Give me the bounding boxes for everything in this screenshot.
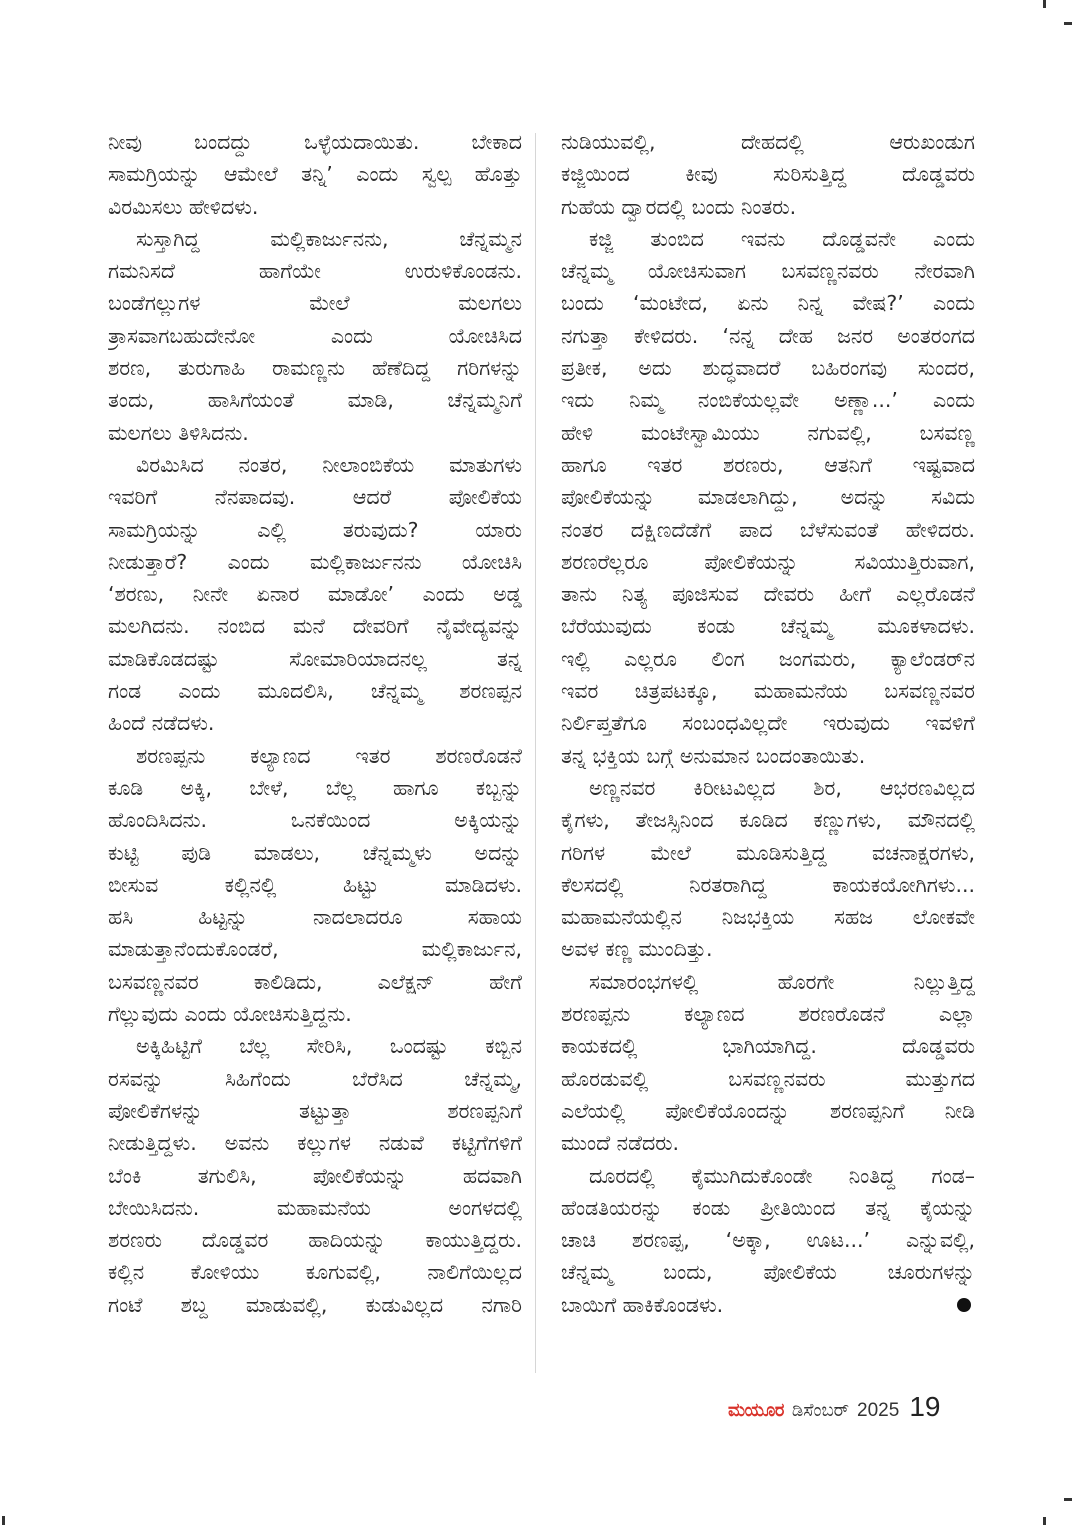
text-line-content: ಸಮಾರಂಭಗಳಲ್ಲಿ ಹೊರಗೇ ನಿಲ್ಲುತ್ತಿದ್ದ [589,969,975,994]
text-line [561,384,975,416]
crop-mark-bottom-left-vertical [2,1516,5,1525]
text-line-content: ತನ್ನ ಭಕ್ತಿಯ ಬಗ್ಗೆ ಅನುಮಾನ ಬಂದಂತಾಯಿತು. [561,743,866,768]
text-line [561,740,975,772]
text-line-content: ಮಹಾಮನೆಯಲ್ಲಿನ ನಿಜಭಕ್ತಿಯ ಸಹಜ ಲೋಕವೇ [561,905,975,930]
text-line-content: ಅಕ್ಕಿಹಿಟ್ಟಿಗೆ ಬೆಲ್ಲ ಸೇರಿಸಿ, ಒಂದಷ್ಟು ಕಬ್ಬಿನ [136,1034,522,1059]
text-line-content: ಕಜ್ಜಿಯಿಂದ ಕೀವು ಸುರಿಸುತ್ತಿದ್ದ ದೊಡ್ಡವರು [561,162,975,187]
text-line [108,546,522,578]
text-line [561,610,975,642]
text-line [108,643,522,675]
text-line [108,449,522,481]
left-column [108,126,522,1321]
text-line-content: ಹೊಂದಿಸಿದನು. ಒನಕೆಯಿಂದ ಅಕ್ಕಿಯನ್ನು [108,808,522,833]
text-line [561,287,975,319]
text-line [108,933,522,965]
end-of-article-bullet-icon [957,1298,971,1312]
text-line-content: ಮಾಡಿಕೊಡದಷ್ಟು ಸೋಮಾರಿಯಾದನಲ್ಲ ತನ್ನ [108,646,522,671]
text-line-content: ಸಾಮಗ್ರಿಯನ್ನು ಎಲ್ಲಿ ತರುವುದು? ಯಾರು [108,517,522,542]
text-line [108,1095,522,1127]
text-line [108,481,522,513]
text-line [108,998,522,1030]
text-line [108,352,522,384]
page-number: 19 [909,1391,941,1422]
text-line [561,514,975,546]
text-line-content: ಹಾಗೂ ಇತರ ಶರಣರು, ಆತನಿಗೆ ಇಷ್ಟವಾದ [561,452,975,477]
text-line-content: ಬೆಂಕಿ ತಗುಲಿಸಿ, ಪೋಲಿಕೆಯನ್ನು ಹದವಾಗಿ [108,1163,522,1188]
crop-mark-top-right-vertical [1043,0,1046,8]
text-line-content: ಪೋಲಿಕೆಯನ್ನು ಮಾಡಲಾಗಿದ್ದು, ಅದನ್ನು ಸವಿದು [561,485,975,510]
text-line-content: ಶರಣಪ್ಪನು ಕಲ್ಯಾಣದ ಇತರ ಶರಣರೊಡನೆ [136,743,522,768]
text-line-content: ಗಮನಿಸದೆ ಹಾಗೆಯೇ ಉರುಳಿಕೊಂಡನು. [108,259,522,284]
text-line [561,643,975,675]
text-line [561,966,975,998]
text-line [561,546,975,578]
crop-mark-bottom-right-vertical [1043,1517,1046,1525]
text-line [561,1224,975,1256]
text-line-content: ಬಂದು ‘ಮಂಟೇದ, ಏನು ನಿನ್ನ ವೇಷ?’ ಎಂದು [561,291,975,316]
text-line [108,320,522,352]
crop-mark-top-right-horizontal [1064,22,1072,25]
text-line-content: ಗರಿಗಳ ಮೇಲೆ ಮೂಡಿಸುತ್ತಿದ್ದ ವಚನಾಕ್ಷರಗಳು, [561,840,975,865]
text-line [108,1192,522,1224]
page-footer [728,1391,940,1427]
text-line-content: ಬೇಯಿಸಿದನು. ಮಹಾಮನೆಯ ಅಂಗಳದಲ್ಲಿ [108,1195,522,1220]
text-line-content: ವಿರಮಿಸಿದ ನಂತರ, ನೀಲಾಂಬಿಕೆಯ ಮಾತುಗಳು [136,452,522,477]
article-page [108,126,975,1386]
text-line-content: ಮುಂದೆ ನಡೆದರು. [561,1131,680,1156]
text-line [108,287,522,319]
text-line-content: ರಸವನ್ನು ಸಿಹಿಗೆಂದು ಬೆರೆಸಿದ ಚೆನ್ನಮ್ಮ, [108,1066,522,1091]
text-line [561,933,975,965]
text-line-content: ಕುಟ್ಟಿ ಪುಡಿ ಮಾಡಲು, ಚೆನ್ನಮ್ಮಳು ಅದನ್ನು [108,840,522,865]
text-line [561,1095,975,1127]
text-line-content: ಕಲ್ಲಿನ ಕೋಳಿಯು ಕೂಗುವಲ್ಲಿ, ನಾಲಿಗೆಯಿಲ್ಲದ [108,1260,522,1285]
text-line [561,772,975,804]
column-divider [535,133,536,1373]
text-line-content: ಬಂಡೆಗಲ್ಲುಗಳ ಮೇಲೆ ಮಲಗಲು [108,291,522,316]
text-line-content: ಸುಸ್ತಾಗಿದ್ದ ಮಲ್ಲಿಕಾರ್ಜುನನು, ಚೆನ್ನಮ್ಮನ [136,226,522,251]
text-line [108,1160,522,1192]
text-line [108,514,522,546]
text-line-content: ತಂದು, ಹಾಸಿಗೆಯಂತೆ ಮಾಡಿ, ಚೆನ್ನಮ್ಮನಿಗೆ [108,388,522,413]
text-line [561,901,975,933]
magazine-logo: ಮಯೂರ [728,1400,784,1421]
text-line-content: ಹಿಂದೆ ನಡೆದಳು. [108,711,215,736]
text-line-content: ನೀವು ಬಂದದ್ದು ಒಳ್ಳೆಯದಾಯಿತು. ಬೇಕಾದ [108,130,522,154]
text-line-content: ತ್ರಾಸವಾಗಬಹುದೇನೋ ಎಂದು ಯೋಚಿಸಿದ [108,323,522,348]
text-line-content: ಚೆನ್ನಮ್ಮ ಬಂದು, ಪೋಲಿಕೆಯ ಚೂರುಗಳನ್ನು [561,1260,975,1285]
text-line [108,191,522,223]
text-line [108,578,522,610]
text-line [561,158,975,190]
text-line [108,1063,522,1095]
text-line-content: ಕೂಡಿ ಅಕ್ಕಿ, ಬೇಳೆ, ಬೆಲ್ಲ ಹಾಗೂ ಕಬ್ಬನ್ನು [108,775,522,800]
text-line-content: ಕಾಯಕದಲ್ಲಿ ಭಾಗಿಯಾಗಿದ್ದ. ದೊಡ್ಡವರು [561,1034,975,1059]
text-line [561,1256,975,1288]
text-line-content: ಬಸವಣ್ಣನವರ ಕಾಲಿಡಿದು, ಎಲೆಕ್ಷನ್ ಹೇಗೆ [108,969,522,994]
text-line-content: ಗಂಡ ಎಂದು ಮೂದಲಿಸಿ, ಚೆನ್ನಮ್ಮ ಶರಣಪ್ಪನ [108,679,522,704]
text-line [561,223,975,255]
text-line-content: ದೂರದಲ್ಲಿ ಕೈಮುಗಿದುಕೊಂಡೇ ನಿಂತಿದ್ದ ಗಂಡ– [589,1163,975,1188]
text-line [108,1289,522,1321]
text-line [561,352,975,384]
text-line [561,675,975,707]
text-line-content: ನಿರ್ಲಿಪ್ತತೆಗೂ ಸಂಬಂಧವಿಲ್ಲದೇ ಇರುವುದು ಇವಳಿಗೆ [561,711,975,736]
text-line-content: ಶರಣರು ದೊಡ್ಡವರ ಹಾದಿಯನ್ನು ಕಾಯುತ್ತಿದ್ದರು. [108,1228,522,1253]
text-line-content: ಶರಣರೆಲ್ಲರೂ ಪೋಲಿಕೆಯನ್ನು ಸವಿಯುತ್ತಿರುವಾಗ, [561,549,975,574]
text-line [561,126,975,158]
text-line [108,223,522,255]
text-line-content: ನಂತರ ದಕ್ಷಿಣದೆಡೆಗೆ ಪಾದ ಬೆಳೆಸುವಂತೆ ಹೇಳಿದರು. [561,517,975,542]
text-line [561,578,975,610]
text-line-content: ಹೇಳಿ ಮಂಟೇಸ್ವಾಮಿಯು ನಗುವಲ್ಲಿ, ಬಸವಣ್ಣ [561,420,975,445]
text-line [108,1256,522,1288]
text-line [108,610,522,642]
text-line [561,191,975,223]
text-line [108,740,522,772]
text-line-content: ‘ಶರಣು, ನೀನೇ ಏನಾರ ಮಾಡೋ’ ಎಂದು ಅಡ್ಡ [108,582,522,607]
text-line-content: ಇವರ ಚಿತ್ರಪಟಕ್ಕೂ, ಮಹಾಮನೆಯ ಬಸವಣ್ಣನವರ [561,679,975,704]
text-line [561,255,975,287]
text-line [561,449,975,481]
text-line-content: ಬಾಯಿಗೆ ಹಾಕಿಕೊಂಡಳು. [561,1292,724,1317]
text-line-content: ಎಲೆಯಲ್ಲಿ ಪೋಲಿಕೆಯೊಂದನ್ನು ಶರಣಪ್ಪನಿಗೆ ನೀಡಿ [561,1098,975,1123]
text-line-content: ಬೀಸುವ ಕಲ್ಲಿನಲ್ಲಿ ಹಿಟ್ಟು ಮಾಡಿದಳು. [108,872,522,897]
text-line [108,417,522,449]
text-line-content: ಹೊರಡುವಲ್ಲಿ ಬಸವಣ್ಣನವರು ಮುತ್ತುಗದ [561,1066,975,1091]
text-line [108,675,522,707]
text-line [561,707,975,739]
text-line-content: ಗುಹೆಯ ದ್ವಾರದಲ್ಲಿ ಬಂದು ನಿಂತರು. [561,194,797,219]
text-line [108,1030,522,1062]
text-line-content: ಪೋಲಿಕೆಗಳನ್ನು ತಟ್ಟುತ್ತಾ ಶರಣಪ್ಪನಿಗೆ [108,1098,522,1123]
text-line [561,1030,975,1062]
text-line-content: ಕಜ್ಜಿ ತುಂಬಿದ ಇವನು ದೊಡ್ಡವನೇ ಎಂದು [589,226,975,251]
text-line-content: ನಗುತ್ತಾ ಕೇಳಿದರು. ‘ನನ್ನ ದೇಹ ಜನರ ಅಂತರಂಗದ [561,323,975,348]
text-line-content: ವಿರಮಿಸಲು ಹೇಳಿದಳು. [108,194,259,219]
text-line-content: ಗಂಟೆ ಶಬ್ದ ಮಾಡುವಲ್ಲಿ, ಕುಡುವಿಲ್ಲದ ನಗಾರಿ [108,1292,522,1317]
right-column [561,126,975,1321]
issue-year: 2025 [857,1400,900,1421]
text-line-content: ಶರಣಪ್ಪನು ಕಲ್ಯಾಣದ ಶರಣರೊಡನೆ ಎಲ್ಲಾ [561,1002,975,1027]
text-line [561,837,975,869]
text-line-content: ನುಡಿಯುವಲ್ಲಿ, ದೇಹದಲ್ಲಿ ಆರುಖಂಡುಗ [561,130,975,154]
text-line [561,417,975,449]
text-line-content: ಕೈಗಳು, ತೇಜಸ್ಸಿನಿಂದ ಕೂಡಿದ ಕಣ್ಣುಗಳು, ಮೌನದಲ್ಲಿ [561,808,975,833]
text-line-content: ಅಣ್ಣನವರ ಕಿರೀಟವಿಲ್ಲದ ಶಿರ, ಆಭರಣವಿಲ್ಲದ [589,775,975,800]
text-line [108,966,522,998]
text-line [108,126,522,158]
text-line-content: ಪ್ರತೀಕ, ಅದು ಶುದ್ಧವಾದರೆ ಬಹಿರಂಗವು ಸುಂದರ, [561,356,975,381]
text-line [108,837,522,869]
text-line [561,481,975,513]
text-line-content: ನೀಡುತ್ತಾರೆ? ಎಂದು ಮಲ್ಲಿಕಾರ್ಜುನನು ಯೋಚಿಸಿ [108,549,522,574]
text-line-content: ಗೆಲ್ಲುವುದು ಎಂದು ಯೋಚಿಸುತ್ತಿದ್ದನು. [108,1002,352,1027]
text-line-content: ಮಲಗಲು ತಿಳಿಸಿದನು. [108,420,249,445]
text-line-content: ಚಾಚಿ ಶರಣಪ್ಪ, ‘ಅಕ್ಕಾ, ಊಟ...’ ಎನ್ನುವಲ್ಲಿ, [561,1228,975,1253]
text-line [108,1127,522,1159]
text-line [561,1063,975,1095]
text-line [108,772,522,804]
text-line-content: ಅವಳ ಕಣ್ಣ ಮುಂದಿತ್ತು. [561,937,713,962]
text-line-content: ಮಲಗಿದನು. ನಂಬಿದ ಮನೆ ದೇವರಿಗೆ ನೈವೇದ್ಯವನ್ನು [108,614,522,639]
text-line [561,1160,975,1192]
text-line [561,998,975,1030]
text-line-content: ಚೆನ್ನಮ್ಮ ಯೋಚಿಸುವಾಗ ಬಸವಣ್ಣನವರು ನೇರವಾಗಿ [561,259,975,284]
text-line [108,707,522,739]
text-line-content: ಸಾಮಗ್ರಿಯನ್ನು ಆಮೇಲೆ ತನ್ನಿ’ ಎಂದು ಸ್ವಲ್ಪ ಹೊತ್ತು [108,162,522,187]
text-line-content: ಹೆಂಡತಿಯರನ್ನು ಕಂಡು ಪ್ರೀತಿಯಿಂದ ತನ್ನ ಕೈಯನ್ನು [561,1195,975,1220]
text-line-content: ಕೆಲಸದಲ್ಲಿ ನಿರತರಾಗಿದ್ದ ಕಾಯಕಯೋಗಿಗಳು... [561,872,975,897]
text-line [108,901,522,933]
text-line [108,158,522,190]
text-line [108,255,522,287]
text-line [561,1192,975,1224]
text-line [108,1224,522,1256]
text-line-content: ಹಸಿ ಹಿಟ್ಟನ್ನು ನಾದಲಾದರೂ ಸಹಾಯ [108,905,522,930]
text-line [561,320,975,352]
text-line-content: ಶರಣ, ತುರುಗಾಹಿ ರಾಮಣ್ಣನು ಹೆಣೆದಿದ್ದ ಗರಿಗಳನ್ನು [108,356,522,381]
text-line [108,869,522,901]
crop-mark-bottom-right-horizontal [1064,1498,1072,1501]
text-line-content: ನೀಡುತ್ತಿದ್ದಳು. ಅವನು ಕಲ್ಲುಗಳ ನಡುವೆ ಕಟ್ಟಿಗೆಗಳಿಗೆ [108,1131,522,1156]
text-line-content: ಇಲ್ಲಿ ಎಲ್ಲರೂ ಲಿಂಗ ಜಂಗಮರು, ಕ್ಯಾಲೆಂಡರ್‌ನ [561,646,975,671]
text-line [561,1127,975,1159]
text-line-content: ಇದು ನಿಮ್ಮ ನಂಬಿಕೆಯಲ್ಲವೇ ಅಣ್ಣಾ...’ ಎಂದು [561,388,975,413]
text-line-content: ಇವರಿಗೆ ನೆನಪಾದವು. ಆದರೆ ಪೋಲಿಕೆಯ [108,485,522,510]
text-line-content: ಬೆರೆಯುವುದು ಕಂಡು ಚೆನ್ನಮ್ಮ ಮೂಕಳಾದಳು. [561,614,975,639]
text-line-content: ತಾನು ನಿತ್ಯ ಪೂಜಿಸುವ ದೇವರು ಹೀಗೆ ಎಲ್ಲರೊಡನೆ [561,582,975,607]
text-line-content: ಮಾಡುತ್ತಾನೆಂದುಕೊಂಡರೆ, ಮಲ್ಲಿಕಾರ್ಜುನ, [108,937,522,962]
text-line [561,804,975,836]
issue-month: ಡಿಸೆಂಬರ್ [791,1400,850,1421]
text-line [108,804,522,836]
text-line [561,1289,975,1321]
text-line [108,384,522,416]
text-line [561,869,975,901]
